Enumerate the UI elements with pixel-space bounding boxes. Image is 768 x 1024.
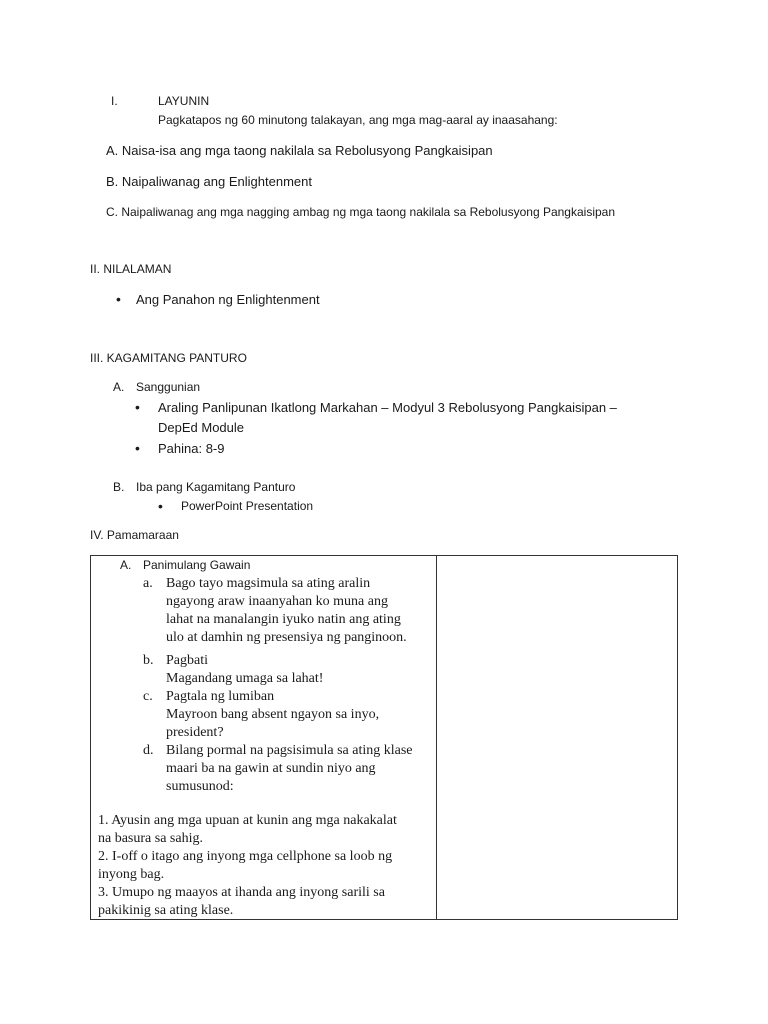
bullet-icon: • <box>158 498 163 514</box>
objective-a: A. Naisa-isa ang mga taong nakilala sa Rebolusyong Pangkaisipan <box>106 143 493 158</box>
step-d-line-1: Bilang pormal na pagsisimula sa ating klase <box>166 743 413 758</box>
step-b-line-2: Magandang umaga sa lahat! <box>166 671 324 686</box>
bullet-icon: • <box>135 440 140 456</box>
sanggunian-item-2: Pahina: 8-9 <box>158 441 225 456</box>
nilalaman-item: Ang Panahon ng Enlightenment <box>136 292 320 307</box>
section-heading-kagamitan: III. KAGAMITANG PANTURO <box>90 351 247 365</box>
rule-1-line-2: na basura sa sahig. <box>98 831 203 846</box>
procedure-table <box>90 555 678 920</box>
bullet-icon: • <box>116 291 121 307</box>
step-a-line-3: lahat na manalangin iyuko natin ang ating <box>166 612 401 627</box>
step-d-marker: d. <box>143 743 154 758</box>
step-b-line-1: Pagbati <box>166 653 208 668</box>
step-d-line-3: sumusunod: <box>166 779 234 794</box>
layunin-intro: Pagkatapos ng 60 minutong talakayan, ang mga mag-aaral ay inaasahang: <box>158 113 558 127</box>
sanggunian-item-1: Araling Panlipunan Ikatlong Markahan – Modyul 3 Rebolusyong Pangkaisipan – <box>158 400 617 415</box>
rule-1-line-1: 1. Ayusin ang mga upuan at kunin ang mga nakakalat <box>98 813 397 828</box>
rule-3-line-2: pakikinig sa ating klase. <box>98 903 234 918</box>
section-heading-nilalaman: II. NILALAMAN <box>90 262 172 276</box>
sanggunian-item-1-cont: DepEd Module <box>158 420 244 435</box>
objective-b: B. Naipaliwanag ang Enlightenment <box>106 174 312 189</box>
iba-pang-label: Iba pang Kagamitang Panturo <box>136 480 296 494</box>
step-c-line-3: president? <box>166 725 224 740</box>
procedure-left-cell <box>91 556 437 920</box>
sanggunian-marker: A. <box>113 380 125 394</box>
panimulang-marker: A. <box>120 558 132 572</box>
section-heading-layunin: LAYUNIN <box>158 94 210 108</box>
iba-pang-marker: B. <box>113 480 125 494</box>
step-c-line-2: Mayroon bang absent ngayon sa inyo, <box>166 707 380 722</box>
objective-c: C. Naipaliwanag ang mga nagging ambag ng mga taong nakilala sa Rebolusyong Pangkaisipan <box>106 205 616 219</box>
rule-2-line-1: 2. I-off o itago ang inyong mga cellphone sa loob ng <box>98 849 393 864</box>
rule-2-line-2: inyong bag. <box>98 867 165 882</box>
step-a-line-1: Bago tayo magsimula sa ating aralin <box>166 576 371 591</box>
step-d-line-2: maari ba na gawin at sundin niyo ang <box>166 761 376 776</box>
step-b-marker: b. <box>143 653 154 668</box>
procedure-right-cell <box>437 556 678 920</box>
section-numeral-1: I. <box>111 94 118 108</box>
step-a-line-2: ngayong araw inaanyahan ko muna ang <box>166 594 388 609</box>
step-c-line-1: Pagtala ng lumiban <box>166 689 275 704</box>
step-a-line-4: ulo at damhin ng presensiya ng panginoon. <box>166 630 407 645</box>
section-heading-pamamaraan: IV. Pamamaraan <box>90 528 179 542</box>
sanggunian-label: Sanggunian <box>136 380 201 394</box>
bullet-icon: • <box>135 399 140 415</box>
iba-pang-item: PowerPoint Presentation <box>181 499 314 513</box>
rule-3-line-1: 3. Umupo ng maayos at ihanda ang inyong sarili sa <box>98 885 385 900</box>
panimulang-label: Panimulang Gawain <box>143 558 251 572</box>
step-a-marker: a. <box>143 576 153 591</box>
step-c-marker: c. <box>143 689 153 704</box>
